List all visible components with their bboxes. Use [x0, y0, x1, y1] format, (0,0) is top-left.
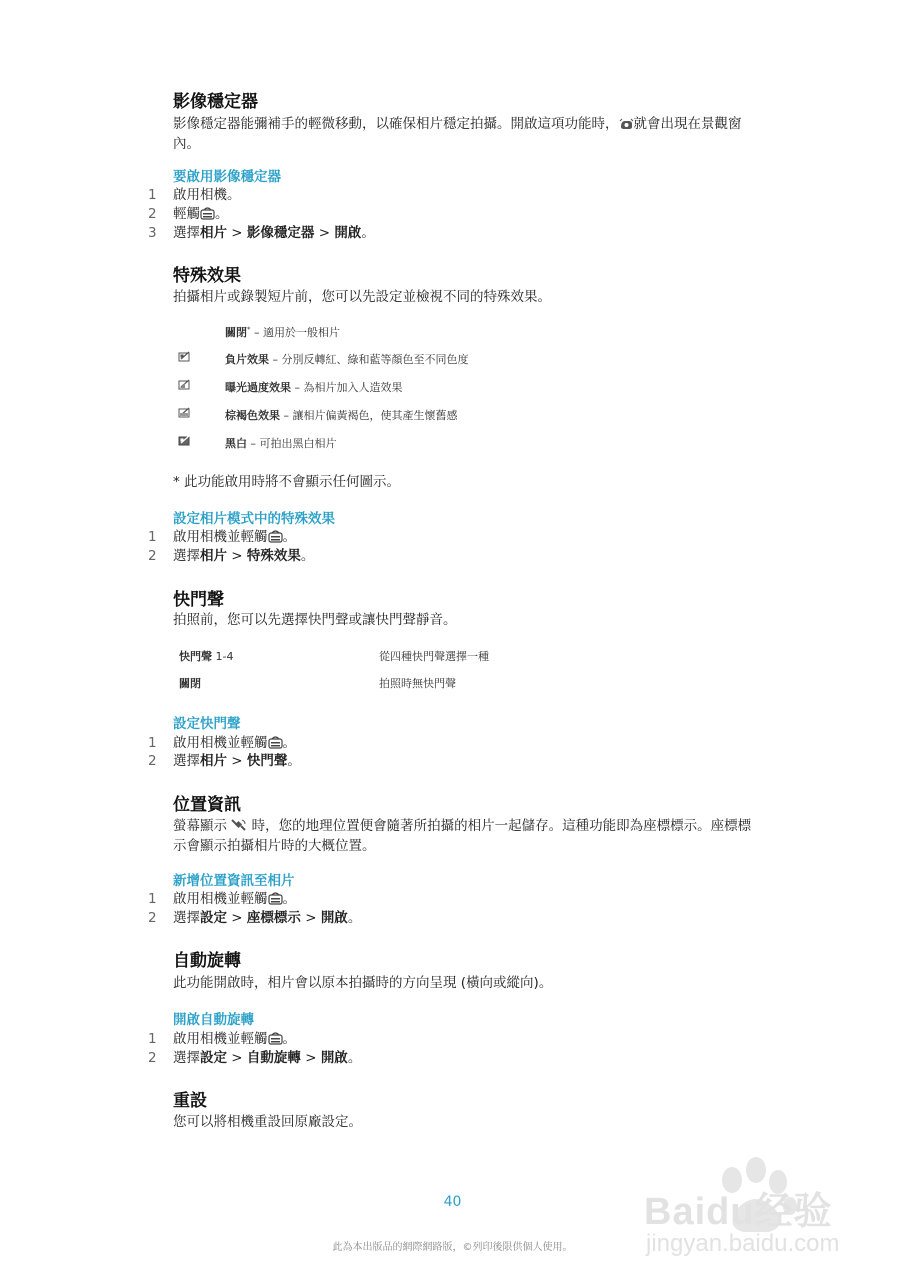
section-title-stabilizer: 影像穩定器 [173, 92, 258, 112]
step-effects-2: 2 選擇相片 > 特殊效果。 [148, 548, 315, 564]
howto-rotate: 開啟自動旋轉 [173, 1012, 254, 1028]
effect-row-solarize: 曝光過度效果 – 為相片加入人造效果 [0, 379, 905, 395]
step-shutter-2: 2 選擇相片 > 快門聲。 [148, 753, 301, 769]
shutter-description: 拍照前，您可以先選擇快門聲或讓快門聲靜音。 [173, 612, 457, 628]
effects-note: * 此功能啟用時將不會顯示任何圖示。 [173, 474, 401, 490]
section-title-shutter: 快門聲 [173, 590, 224, 610]
camera-settings-icon[interactable] [268, 1032, 283, 1050]
section-title-location: 位置資訊 [173, 795, 241, 815]
section-title-rotate: 自動旋轉 [173, 951, 241, 971]
section-title-effects: 特殊效果 [173, 266, 241, 286]
step-stabilizer-1: 1 啟用相機。 [148, 187, 241, 203]
shutter-row-sound-name: 快門聲 1-4 [179, 650, 234, 663]
step-stabilizer-3: 3 選擇相片 > 影像穩定器 > 開啟。 [148, 225, 375, 241]
camera-settings-icon[interactable] [200, 207, 215, 225]
sepia-effect-icon [178, 407, 192, 422]
effect-row-off: 關閉* – 適用於一般相片 [225, 325, 340, 339]
page-number: 40 [443, 1194, 462, 1210]
watermark-brand: Baidu经验 [644, 1191, 833, 1233]
effect-row-sepia: 棕褐色效果 – 讓相片偏黃褐色，使其產生懷舊感 [0, 407, 905, 423]
camera-settings-icon[interactable] [268, 530, 283, 548]
effects-description: 拍攝相片或錄製短片前，您可以先設定並檢視不同的特殊效果。 [173, 289, 551, 305]
step-shutter-1: 1 啟用相機並輕觸 。 [148, 734, 296, 754]
shutter-row-off-desc: 拍照時無快門聲 [379, 677, 456, 690]
stabilizer-hand-icon [619, 117, 634, 135]
geotag-satellite-icon [231, 818, 247, 837]
step-rotate-1: 1 啟用相機並輕觸 。 [148, 1030, 296, 1050]
howto-shutter: 設定快門聲 [173, 716, 241, 732]
watermark-url: jingyan.baidu.com [646, 1230, 840, 1257]
howto-stabilizer: 要啟用影像穩定器 [173, 169, 281, 185]
reset-description: 您可以將相機重設回原廠設定。 [173, 1114, 362, 1130]
footer-copyright: 此為本出版品的網際網路版，©列印後限供個人使用。 [332, 1242, 573, 1253]
shutter-row-sound-desc: 從四種快門聲選擇一種 [379, 650, 489, 663]
step-stabilizer-2: 2 輕觸 。 [148, 205, 229, 225]
baidu-watermark [640, 1148, 880, 1278]
howto-location: 新增位置資訊至相片 [173, 873, 295, 889]
howto-effects: 設定相片模式中的特殊效果 [173, 511, 335, 527]
shutter-row-off-name: 關閉 [179, 677, 201, 690]
rotate-description: 此功能開啟時，相片會以原本拍攝時的方向呈現 (橫向或縱向)。 [173, 975, 553, 991]
location-description: 螢幕顯示 時，您的地理位置便會隨著所拍攝的相片一起儲存。這種功能即為座標標示。座標標示會顯示拍攝相片時的大概位置。 [173, 818, 752, 854]
section-title-reset: 重設 [173, 1091, 207, 1111]
step-location-1: 1 啟用相機並輕觸 。 [148, 890, 296, 910]
step-rotate-2: 2 選擇設定 > 自動旋轉 > 開啟。 [148, 1050, 362, 1066]
stabilizer-description: 影像穩定器能彌補手的輕微移動，以確保相片穩定拍攝。開啟這項功能時， 就會出現在景觀窗內。 [173, 116, 742, 152]
effect-row-mono: 黑白 – 可拍出黑白相片 [0, 435, 905, 451]
effect-row-negative: 負片效果 – 分別反轉紅、綠和藍等顏色至不同色度 [0, 351, 905, 367]
negative-effect-icon [178, 351, 192, 366]
camera-settings-icon[interactable] [268, 892, 283, 910]
step-effects-1: 1 啟用相機並輕觸 。 [148, 528, 296, 548]
mono-effect-icon [178, 435, 192, 450]
solarize-effect-icon [178, 379, 192, 394]
step-location-2: 2 選擇設定 > 座標標示 > 開啟。 [148, 910, 362, 926]
